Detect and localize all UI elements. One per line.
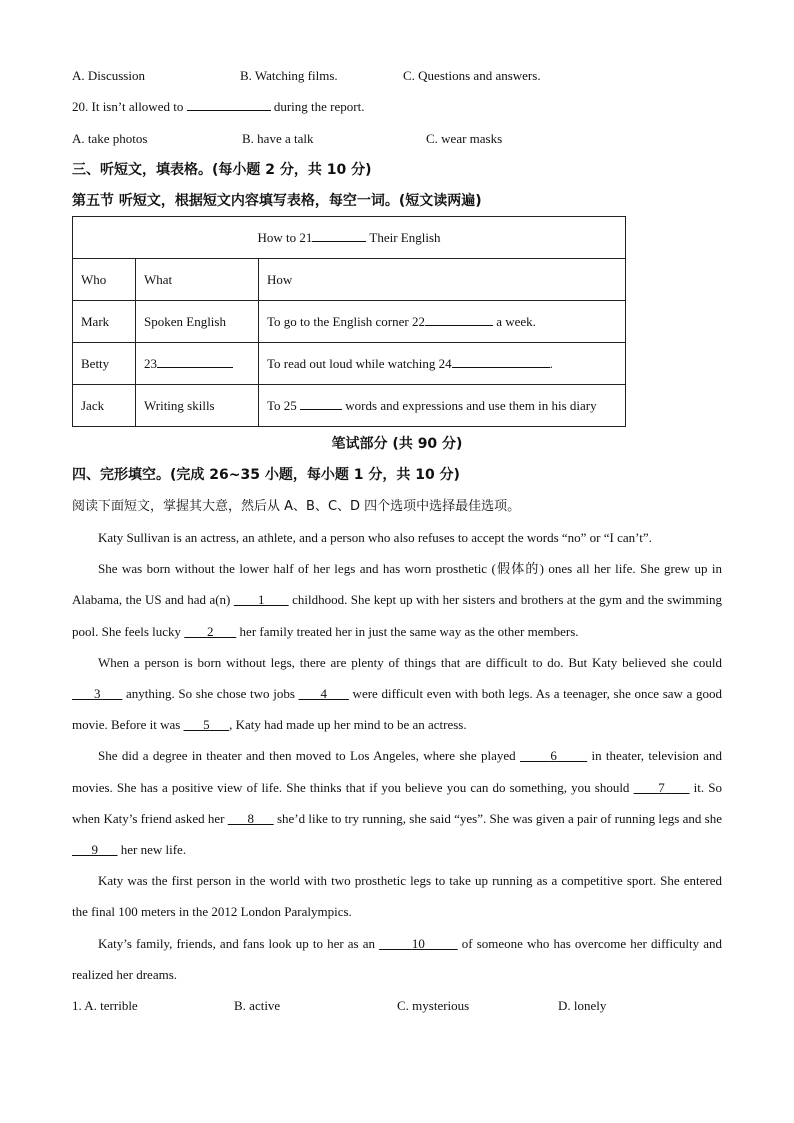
- instruction: 阅读下面短文，掌握其大意，然后从 A、B、C、D 四个选项中选择最佳选项。: [72, 499, 521, 514]
- p4-text-a: She did a degree in theater and then moved to Los Angeles, where she played: [98, 748, 520, 764]
- blank-8: 8: [247, 810, 254, 826]
- p3-text-d: were difficult even with both legs. As a teenager, she once saw a good movie. Before it was: [72, 686, 723, 733]
- row-betty-what-num: 23: [144, 356, 157, 371]
- blank-9: 9: [91, 842, 98, 858]
- listening-table: [72, 216, 626, 427]
- table-row: [73, 301, 626, 343]
- row-jack-how: [259, 385, 626, 427]
- p4-text-e: she’d like to try running, she said “yes”. She was given a pair of running legs and she: [273, 810, 723, 826]
- table-row: [73, 343, 626, 385]
- blank-6: 6: [550, 748, 557, 764]
- paragraph-2: [72, 553, 722, 647]
- q20-stem: [72, 98, 364, 116]
- p5-text: Katy was the first person in the world with two prosthetic legs to take up running as a competitive sport. She entered the final 100 meters in the 2012 London Paralympics.: [72, 873, 722, 920]
- p6-text-a: Katy’s family, friends, and fans look up to her as an: [98, 935, 380, 951]
- row-jack-what: Writing skills: [136, 385, 259, 427]
- row-jack-how-pre: To 25: [267, 398, 297, 413]
- q20-stem-pre: 20. It isn’t allowed to: [72, 99, 184, 114]
- q19-option-c: C. Questions and answers.: [403, 68, 541, 83]
- written-part-title: 笔试部分 (共 90 分): [331, 436, 463, 452]
- paragraph-5: [72, 865, 722, 927]
- q1-option-b: B. active: [234, 998, 281, 1013]
- q19-option-a: A. Discussion: [72, 68, 145, 83]
- p4-text-d: it. So when Katy’s friend asked her: [72, 779, 722, 826]
- p2-text-c: childhood. She kept up with her sisters and brothers at the gym and the swimming pool. She feels lucky: [72, 592, 723, 639]
- paragraph-3: [72, 647, 722, 741]
- p4-text-f: her new life.: [117, 842, 187, 858]
- paragraph-1: [72, 522, 722, 553]
- row-jack-how-post: words and expressions and use them in his diary: [345, 398, 597, 413]
- row-betty-what: [136, 343, 259, 385]
- table-row: [73, 385, 626, 427]
- q20-stem-post: during the report.: [273, 99, 365, 114]
- header-how: How: [259, 259, 626, 301]
- section5-title: 第五节 听短文，根据短文内容填写表格，每空一词。(短文读两遍): [72, 193, 482, 209]
- header-what: What: [136, 259, 259, 301]
- table-title-pre: How to 21: [257, 230, 313, 245]
- p4-text-c: in theater, television and movies. She has a positive view of life. She thinks that if you believe you can do something, you should: [72, 748, 723, 795]
- row-jack-who: Jack: [73, 385, 136, 427]
- blank-4: 4: [320, 686, 327, 702]
- header-who: Who: [73, 259, 136, 301]
- p3-text-c: anything. So she chose two jobs: [122, 686, 299, 702]
- blank-22: [425, 313, 493, 326]
- q20-option-b: B. have a talk: [242, 131, 314, 146]
- table-title-cell: [73, 217, 626, 259]
- q20-option-a: A. take photos: [72, 131, 148, 146]
- blank-23: [157, 355, 233, 368]
- blank-21: [312, 229, 366, 242]
- q1-option-c: C. mysterious: [397, 998, 470, 1013]
- row-mark-how: [259, 301, 626, 343]
- q19-option-b: B. Watching films.: [240, 68, 338, 83]
- p3-text-e: , Katy had made up her mind to be an actress.: [229, 717, 467, 733]
- q1-option-a: 1. A. terrible: [72, 998, 138, 1013]
- p1-text: Katy Sullivan is an actress, an athlete, and a person who also refuses to accept the words “no” or “I can’t”.: [98, 530, 652, 545]
- blank-3: 3: [93, 686, 101, 702]
- p2-text-a: She was born without the lower half of her legs and has worn prosthetic (假体的) ones all her life. She grew up in Alabama, the US and had a(n): [72, 561, 722, 608]
- q20-blank: [187, 98, 271, 111]
- q1-option-d: D. lonely: [558, 998, 607, 1013]
- row-betty-how-post: .: [549, 356, 553, 371]
- blank-7: 7: [658, 779, 665, 795]
- row-mark-how-post: a week.: [496, 314, 536, 329]
- passage: [72, 522, 722, 990]
- row-mark-how-pre: To go to the English corner 22: [267, 314, 425, 329]
- blank-5: 5: [203, 717, 210, 733]
- blank-2: 2: [207, 623, 214, 639]
- p6-text-c: of someone who has overcome her difficulty and realized her dreams.: [72, 935, 722, 982]
- row-betty-how: [259, 343, 626, 385]
- row-mark-who: Mark: [73, 301, 136, 343]
- row-betty-who: Betty: [73, 343, 136, 385]
- blank-24: [452, 355, 550, 368]
- row-betty-how-pre: To read out loud while watching 24: [267, 356, 452, 371]
- blank-1: 1: [258, 592, 265, 608]
- table-title-post: Their English: [369, 230, 441, 245]
- section3-title: 三、听短文，填表格。(每小题 2 分，共 10 分): [72, 162, 372, 178]
- row-mark-what: Spoken English: [136, 301, 259, 343]
- blank-10: 10: [411, 935, 425, 951]
- paragraph-6: [72, 928, 722, 990]
- blank-25: [300, 397, 342, 410]
- p2-text-d: her family treated her in just the same way as the other members.: [236, 623, 579, 639]
- section4-title: 四、完形填空。(完成 26~35 小题，每小题 1 分，共 10 分): [72, 467, 460, 483]
- paragraph-4: [72, 740, 722, 865]
- p3-text-a: When a person is born without legs, there are plenty of things that are difficult to do. But Katy believed she could: [98, 654, 722, 670]
- q20-option-c: C. wear masks: [426, 131, 503, 146]
